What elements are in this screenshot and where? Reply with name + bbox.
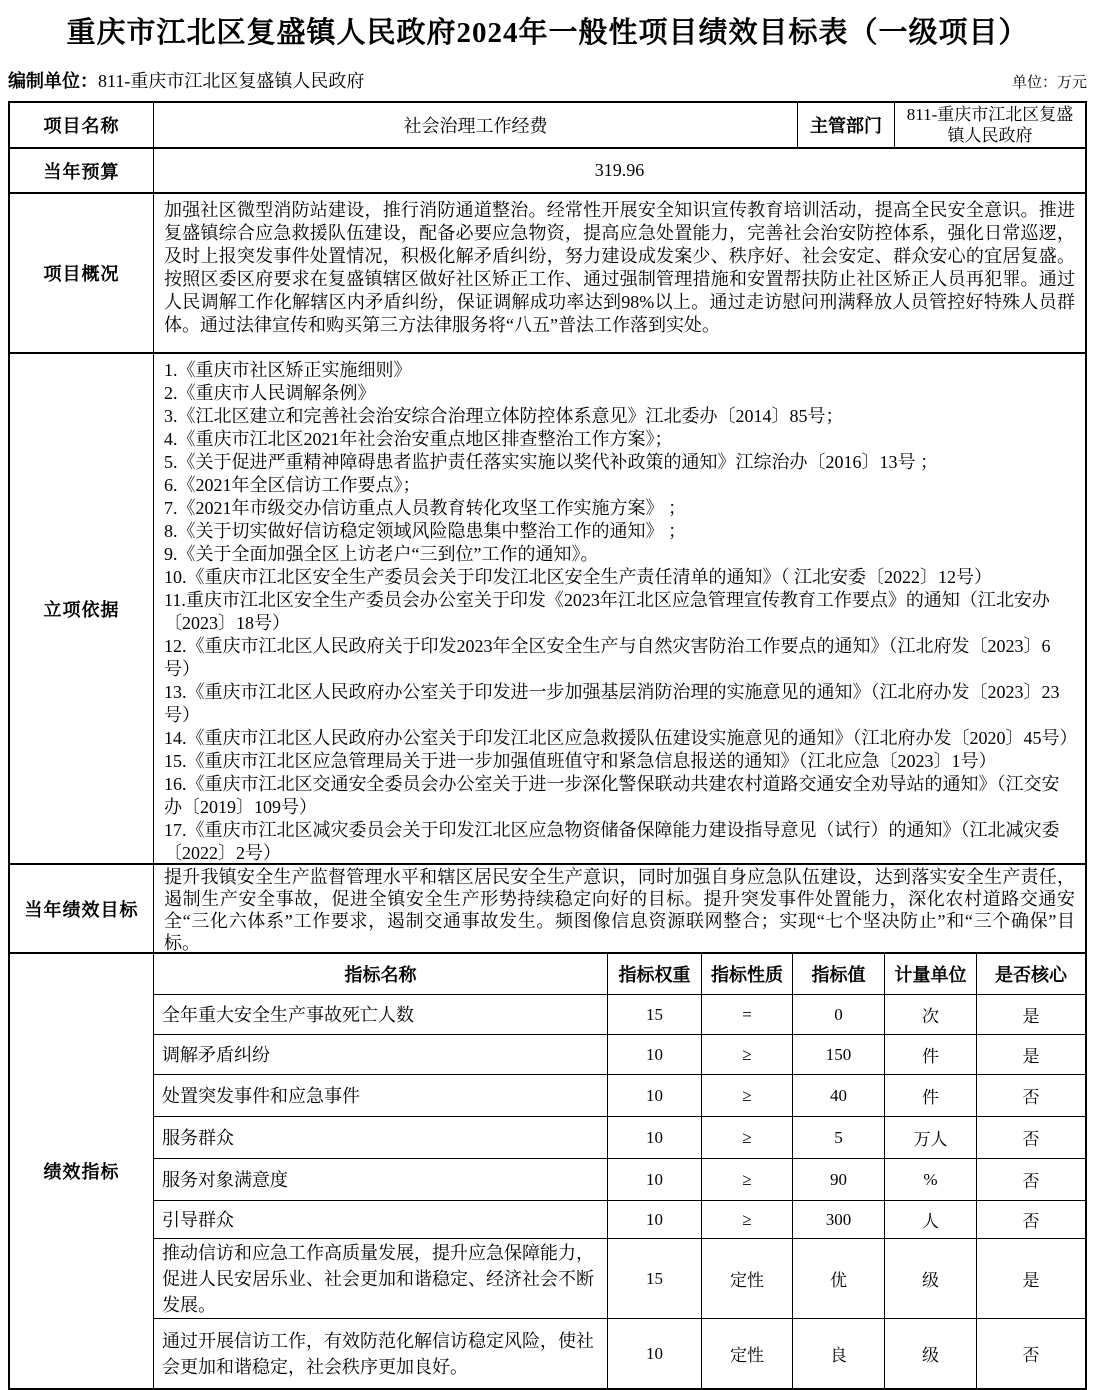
indicator-row	[154, 1074, 1085, 1116]
indicator-core: 否	[1022, 1346, 1040, 1365]
indicator-weight: 10	[608, 1201, 702, 1238]
basis-item: 13.《重庆市江北区人民政府办公室关于印发进一步加强基层消防治理的实施意见的通知》（江北府办发〔2023〕23号）	[164, 682, 1060, 725]
indicator-name: 全年重大安全生产事故死亡人数	[154, 995, 608, 1034]
indicator-core: 是	[1022, 1047, 1040, 1066]
goal-row	[10, 863, 1085, 952]
basis-item: 11.重庆市江北区安全生产委员会办公室关于印发《2023年江北区应急管理宣传教育工作要点》的通知（江北安办〔2023〕18号）	[164, 590, 1050, 633]
prepared-by-value: 811-重庆市江北区复盛镇人民政府	[98, 71, 365, 91]
indicator-core: 否	[1022, 1088, 1040, 1107]
basis-list	[154, 354, 1085, 863]
indicator-value: 0	[793, 995, 885, 1034]
indicator-value: 40	[793, 1075, 885, 1116]
meta-row	[8, 67, 1087, 93]
basis-item: 7.《2021年市级交办信访重点人员教育转化攻坚工作实施方案》 ；	[164, 498, 686, 518]
indicator-weight: 15	[608, 1239, 702, 1318]
project-name-label: 项目名称	[10, 103, 154, 147]
indicator-core: 否	[1022, 1130, 1040, 1149]
basis-item: 2.《重庆市人民调解条例》	[164, 383, 376, 403]
indicator-name: 引导群众	[154, 1201, 608, 1238]
indicator-row	[154, 1158, 1085, 1200]
indicator-row	[154, 1318, 1085, 1388]
indicator-row	[154, 1116, 1085, 1158]
overview-row	[10, 192, 1085, 352]
basis-item: 16.《重庆市江北区交通安全委员会办公室关于进一步深化警保联动共建农村道路交通安全劝导站的通知》（江交安办〔2019〕109号）	[164, 774, 1060, 817]
prepared-by	[8, 67, 364, 93]
basis-item: 14.《重庆市江北区人民政府办公室关于印发江北区应急救援队伍建设实施意见的通知》（江北府办发〔2020〕45号）	[164, 728, 1078, 748]
indicator-name: 服务群众	[154, 1117, 608, 1158]
indicator-header-name: 指标名称	[154, 954, 608, 994]
indicator-weight: 10	[608, 1319, 702, 1388]
indicator-value: 90	[793, 1159, 885, 1200]
indicator-unit: 件	[885, 1035, 977, 1074]
indicator-weight: 10	[608, 1117, 702, 1158]
indicator-core: 否	[1022, 1212, 1040, 1231]
project-name-value: 社会治理工作经费	[403, 116, 548, 136]
dept-value: 811-重庆市江北区复盛镇人民政府	[906, 105, 1074, 145]
basis-item: 9.《关于全面加强全区上访老户“三到位”工作的通知》。	[164, 544, 599, 564]
indicator-nature: ≥	[702, 1201, 793, 1238]
indicator-value: 300	[793, 1201, 885, 1238]
indicator-name: 服务对象满意度	[154, 1159, 608, 1200]
indicators-row	[10, 952, 1085, 1388]
indicator-header-weight: 指标权重	[608, 954, 702, 994]
basis-item: 6.《2021年全区信访工作要点》；	[164, 475, 421, 495]
page-title: 重庆市江北区复盛镇人民政府2024年一般性项目绩效目标表（一级项目）	[66, 17, 1029, 49]
budget-label: 当年预算	[10, 149, 154, 192]
basis-item: 12.《重庆市江北区人民政府关于印发2023年全区安全生产与自然灾害防治工作要点的通知》（江北府发〔2023〕6号）	[164, 636, 1051, 679]
basis-item: 15.《重庆市江北区应急管理局关于进一步加强值班值守和紧急信息报送的通知》（江北应急〔2023〕1号）	[164, 751, 997, 771]
indicator-header-core: 是否核心	[995, 965, 1067, 985]
indicator-row	[154, 1200, 1085, 1238]
indicator-header-unit: 计量单位	[885, 954, 977, 994]
indicator-unit: 件	[885, 1075, 977, 1116]
indicator-nature: 定性	[702, 1319, 793, 1388]
indicator-unit: 级	[885, 1239, 977, 1318]
indicator-value: 良	[793, 1319, 885, 1388]
indicator-unit: %	[885, 1159, 977, 1200]
basis-item: 17.《重庆市江北区减灾委员会关于印发江北区应急物资储备保障能力建设指导意见（试行）的通知》（江北减灾委〔2022〕2号）	[164, 820, 1060, 863]
project-name-row	[10, 103, 1085, 147]
indicator-unit: 人	[885, 1201, 977, 1238]
indicator-unit: 万人	[885, 1117, 977, 1158]
budget-row	[10, 147, 1085, 192]
indicator-nature: ≥	[702, 1159, 793, 1200]
indicator-nature: ≥	[702, 1075, 793, 1116]
basis-item: 1.《重庆市社区矫正实施细则》	[164, 360, 412, 380]
indicator-unit: 级	[885, 1319, 977, 1388]
indicator-nature: ≥	[702, 1035, 793, 1074]
indicator-row	[154, 1034, 1085, 1074]
indicator-table	[154, 954, 1085, 1388]
basis-item: 4.《重庆市江北区2021年社会治安重点地区排查整治工作方案》；	[164, 429, 673, 449]
basis-item: 5.《关于促进严重精神障碍患者监护责任落实实施以奖代补政策的通知》江综治办〔2016〕13号 ；	[164, 452, 938, 472]
unit-note: 单位：万元	[1011, 75, 1087, 91]
indicators-label: 绩效指标	[10, 954, 154, 1388]
indicator-nature: =	[702, 995, 793, 1034]
goal-text: 提升我镇安全生产监督管理水平和辖区居民安全生产意识，同时加强自身应急队伍建设，达到落实安全生产责任，遏制生产安全事故，促进全镇安全生产形势持续稳定向好的目标。提升突发事件处置能力，深化农村道路交通安全“三化六体系”工作要求，遏制交通事故发生。频图像信息资源联网整合；实现“七个坚决防止”和“三个确保”目标。	[164, 867, 1075, 952]
basis-item: 8.《关于切实做好信访稳定领域风险隐患集中整治工作的通知》 ；	[164, 521, 686, 541]
indicator-name: 通过开展信访工作，有效防范化解信访稳定风险，使社会更加和谐稳定，社会秩序更加良好。	[154, 1319, 608, 1388]
indicator-unit: 次	[885, 995, 977, 1034]
indicator-name: 处置突发事件和应急事件	[154, 1075, 608, 1116]
basis-label: 立项依据	[10, 354, 154, 863]
budget-value: 319.96	[594, 160, 645, 180]
indicator-core: 是	[1022, 1007, 1040, 1026]
basis-row	[10, 352, 1085, 863]
indicator-core: 否	[1022, 1172, 1040, 1191]
overview-label: 项目概况	[10, 194, 154, 352]
basis-item: 3.《江北区建立和完善社会治安综合治理立体防控体系意见》江北委办〔2014〕85号；	[164, 406, 844, 426]
indicator-name: 调解矛盾纠纷	[154, 1035, 608, 1074]
performance-table	[8, 101, 1087, 1390]
indicator-nature: 定性	[702, 1239, 793, 1318]
indicator-weight: 15	[608, 995, 702, 1034]
indicator-value: 优	[793, 1239, 885, 1318]
prepared-by-label: 编制单位：	[8, 71, 98, 91]
dept-label: 主管部门	[797, 103, 895, 147]
goal-label: 当年绩效目标	[10, 865, 154, 952]
indicator-nature: ≥	[702, 1117, 793, 1158]
indicator-weight: 10	[608, 1075, 702, 1116]
indicator-header-row	[154, 954, 1085, 994]
indicator-value: 150	[793, 1035, 885, 1074]
indicator-core: 是	[1022, 1271, 1040, 1290]
overview-text: 加强社区微型消防站建设，推行消防通道整治。经常性开展安全知识宣传教育培训活动，提高全民安全意识。推进复盛镇综合应急救援队伍建设，配备必要应急物资，提高应急处置能力，完善社会治安防控体系，强化日常巡逻，及时上报突发事件处置情况，积极化解矛盾纠纷，努力建设成发案少、秩序好、社会安定、群众安心的宜居复盛。按照区委区府要求在复盛镇辖区做好社区矫正工作、通过强制管理措施和安置帮扶防止社区矫正人员再犯罪。通过人民调解工作化解辖区内矛盾纠纷，保证调解成功率达到98%以上。通过走访慰问刑满释放人员管控好特殊人员群体。通过法律宣传和购买第三方法律服务将“八五”普法工作落到实处。	[164, 200, 1075, 335]
indicator-header-value: 指标值	[793, 954, 885, 994]
indicator-row	[154, 1238, 1085, 1318]
basis-item: 10.《重庆市江北区安全生产委员会关于印发江北区安全生产责任清单的通知》（ 江北安委〔2022〕12号）	[164, 567, 992, 587]
indicator-row	[154, 994, 1085, 1034]
indicator-header-nature: 指标性质	[702, 954, 793, 994]
indicator-value: 5	[793, 1117, 885, 1158]
indicator-name: 推动信访和应急工作高质量发展，提升应急保障能力，促进人民安居乐业、社会更加和谐稳定、经济社会不断发展。	[154, 1239, 608, 1318]
indicator-weight: 10	[608, 1035, 702, 1074]
indicator-weight: 10	[608, 1159, 702, 1200]
